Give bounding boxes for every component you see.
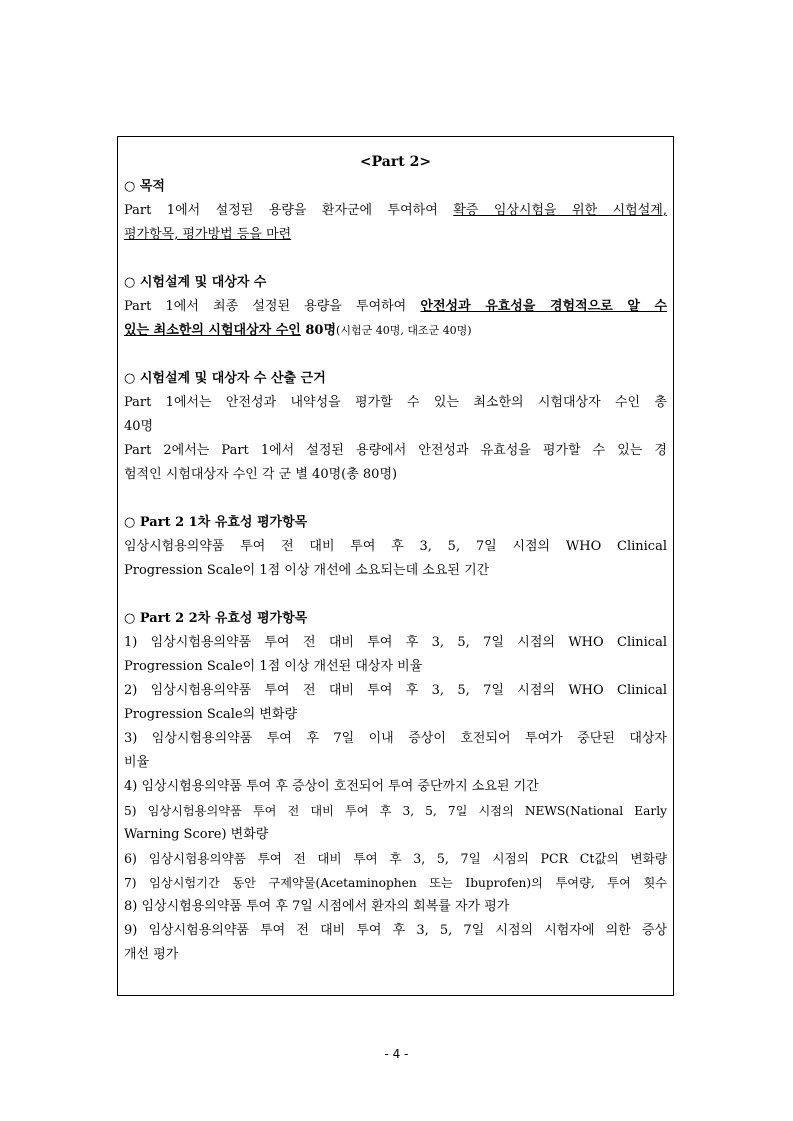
purpose-text: Part 1에서 설정된 용량을 환자군에 투여하여 [124,203,454,218]
secondary-endpoint-line: Progression Scale의 변화량 [124,707,298,722]
section-heading-purpose: ○ 목적 [124,179,165,194]
part-title: <Part 2> [359,154,432,170]
section-heading-secondary-endpoints: ○ Part 2 2차 유효성 평가항목 [124,611,308,626]
purpose-line-1 [124,199,667,223]
purpose-line-2 [124,223,667,247]
design-text: Part 1에서 최종 설정된 용량을 투여하여 [124,299,421,314]
secondary-endpoint-line: 비율 [124,755,150,770]
design-emphasis: 안전성과 유효성을 경험적으로 알 수 [420,299,667,314]
secondary-endpoint-line: 1) 임상시험용의약품 투여 전 대비 투여 후 3, 5, 7일 시점의 WHO Clinical [124,635,667,650]
section-heading-rationale: ○ 시험설계 및 대상자 수 산출 근거 [124,371,326,386]
purpose-underlined-text-2: 평가항목, 평가방법 등을 마련 [124,227,292,242]
design-line-1 [124,295,667,319]
section-heading-design: ○ 시험설계 및 대상자 수 [124,275,267,290]
secondary-endpoint-line: 5) 임상시험용의약품 투여 전 대비 투여 후 3, 5, 7일 시점의 NEWS(National Early [124,804,667,818]
secondary-endpoint-line: 6) 임상시험용의약품 투여 전 대비 투여 후 3, 5, 7일 시점의 PCR Ct값의 변화량 [124,851,667,866]
secondary-endpoint-line: 4) 임상시험용의약품 투여 후 증상이 호전되어 투여 중단까지 소요된 기간 [124,779,539,794]
secondary-endpoint-line: 개선 평가 [124,947,179,962]
rationale-line: 험적인 시험대상자 수인 각 군 별 40명(총 80명) [124,467,398,482]
secondary-endpoint-line: 8) 임상시험용의약품 투여 후 7일 시점에서 환자의 회복률 자가 평가 [124,899,510,914]
purpose-underlined-text: 확증 임상시험을 위한 시험설계, [453,203,667,218]
design-emphasis-2: 있는 최소한의 시험대상자 수인 [124,323,301,338]
secondary-endpoint-line: 2) 임상시험용의약품 투여 전 대비 투여 후 3, 5, 7일 시점의 WHO Clinical [124,683,667,698]
design-group-breakdown: (시험군 40명, 대조군 40명) [336,324,472,337]
design-subject-count: 80명 [300,323,337,338]
primary-endpoint-line: 임상시험용의약품 투여 전 대비 투여 후 3, 5, 7일 시점의 WHO Clinical [124,539,667,554]
secondary-endpoint-line: Progression Scale이 1점 이상 개선된 대상자 비율 [124,659,423,674]
content-box [117,136,674,996]
rationale-line: Part 2에서는 Part 1에서 설정된 용량에서 안전성과 유효성을 평가할 수 있는 경 [124,443,667,458]
secondary-endpoint-line: 7) 임상시험기간 동안 구제약물(Acetaminophen 또는 Ibuprofen)의 투여량, 투여 횟수 [124,876,667,890]
design-line-2 [124,319,667,343]
rationale-line: 40명 [124,419,154,434]
secondary-endpoint-line: 9) 임상시험용의약품 투여 전 대비 투여 후 3, 5, 7일 시점의 시험자에 의한 증상 [124,923,667,938]
secondary-endpoint-line: 3) 임상시험용의약품 투여 후 7일 이내 증상이 호전되어 투여가 중단된 대상자 [124,731,667,746]
primary-endpoint-line: Progression Scale이 1점 이상 개선에 소요되는데 소요된 기간 [124,563,490,578]
page-number: - 4 - [384,1047,409,1061]
secondary-endpoint-line: Warning Score) 변화량 [124,827,269,842]
section-heading-primary-endpoint: ○ Part 2 1차 유효성 평가항목 [124,515,308,530]
rationale-line: Part 1에서는 안전성과 내약성을 평가할 수 있는 최소한의 시험대상자 수인 총 [124,395,667,410]
